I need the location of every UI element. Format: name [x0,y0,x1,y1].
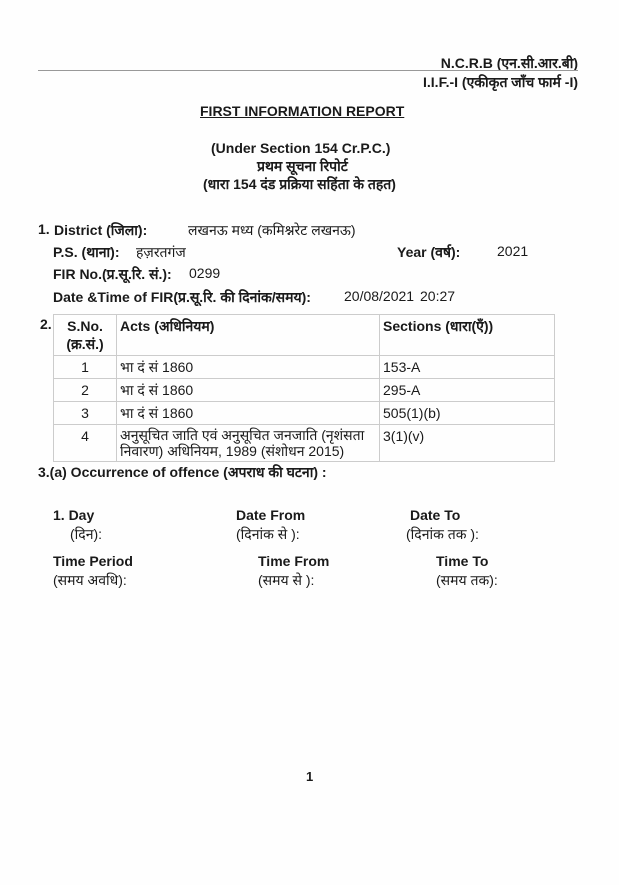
table-row [54,425,555,462]
date-to-label: Date To [410,507,461,523]
table-row [54,379,555,402]
subtitle-hi: प्रथम सूचना रिपोर्ट [257,158,348,174]
date-to-label-hi: (दिनांक तक ): [406,526,479,542]
page-number: 1 [306,769,314,784]
section3-heading: 3.(a) Occurrence of offence (अपराध की घटना) : [38,464,327,480]
header-sno: S.No. (क्र.सं.) [54,315,117,356]
fir-no-value: 0299 [189,265,221,281]
cell-act: भा दं सं 1860 [117,402,380,425]
time-from-label: Time From [258,553,330,569]
fir-date: 20/08/2021 [344,288,415,304]
header-divider [38,70,578,71]
cell-act: अनुसूचित जाति एवं अनुसूचित जनजाति (नृशंसता निवारण) अधिनियम, 1989 (संशोधन 2015) [117,425,380,462]
cell-sno: 4 [54,425,117,462]
section1-num: 1. [38,221,50,237]
acts-table [53,314,555,462]
cell-section: 153-A [380,356,555,379]
fir-datetime-label: Date &Time of FIR(प्र.सू.रि. की दिनांक/समय): [53,289,311,305]
ps-value: हज़रतगंज [136,244,186,260]
fir-no-label: FIR No.(प्र.सू.रि. सं.): [53,266,172,282]
table-row [54,402,555,425]
cell-sno: 1 [54,356,117,379]
subtitle-en: (Under Section 154 Cr.P.C.) [211,140,391,156]
time-from-label-hi: (समय से ): [258,572,315,588]
ncrb-label: N.C.R.B (एन.सी.आर.बी) [440,55,578,71]
table-row [54,356,555,379]
time-to-label-hi: (समय तक): [436,572,498,588]
time-period-label-hi: (समय अवधि): [53,572,127,588]
ps-label: P.S. (थाना): [53,244,120,260]
date-from-label-hi: (दिनांक से ): [236,526,300,542]
date-from-label: Date From [236,507,306,523]
cell-section: 505(1)(b) [380,402,555,425]
header-acts: Acts (अधिनियम) [117,315,380,356]
cell-sno: 3 [54,402,117,425]
time-period-label: Time Period [53,553,133,569]
district-label: District (जिला): [54,222,148,238]
cell-sno: 2 [54,379,117,402]
cell-section: 3(1)(v) [380,425,555,462]
cell-act: भा दं सं 1860 [117,356,380,379]
year-value: 2021 [497,243,529,259]
iif-label: I.I.F.-I (एकीकृत जाँच फार्म -I) [423,74,578,90]
year-label: Year (वर्ष): [397,244,461,260]
document-title: FIRST INFORMATION REPORT [200,103,405,119]
cell-section: 295-A [380,379,555,402]
header-sections: Sections (धारा(एँ)) [380,315,555,356]
cell-act: भा दं सं 1860 [117,379,380,402]
day-label-hi: (दिन): [70,526,103,542]
section2-num: 2. [40,316,52,332]
day-label: 1. Day [53,507,95,523]
district-value: लखनऊ मध्य (कमिश्नरेट लखनऊ) [188,222,356,238]
time-to-label: Time To [436,553,489,569]
subtitle-section: (धारा 154 दंड प्रक्रिया सहिंता के तहत) [203,176,396,192]
fir-time: 20:27 [420,288,456,304]
